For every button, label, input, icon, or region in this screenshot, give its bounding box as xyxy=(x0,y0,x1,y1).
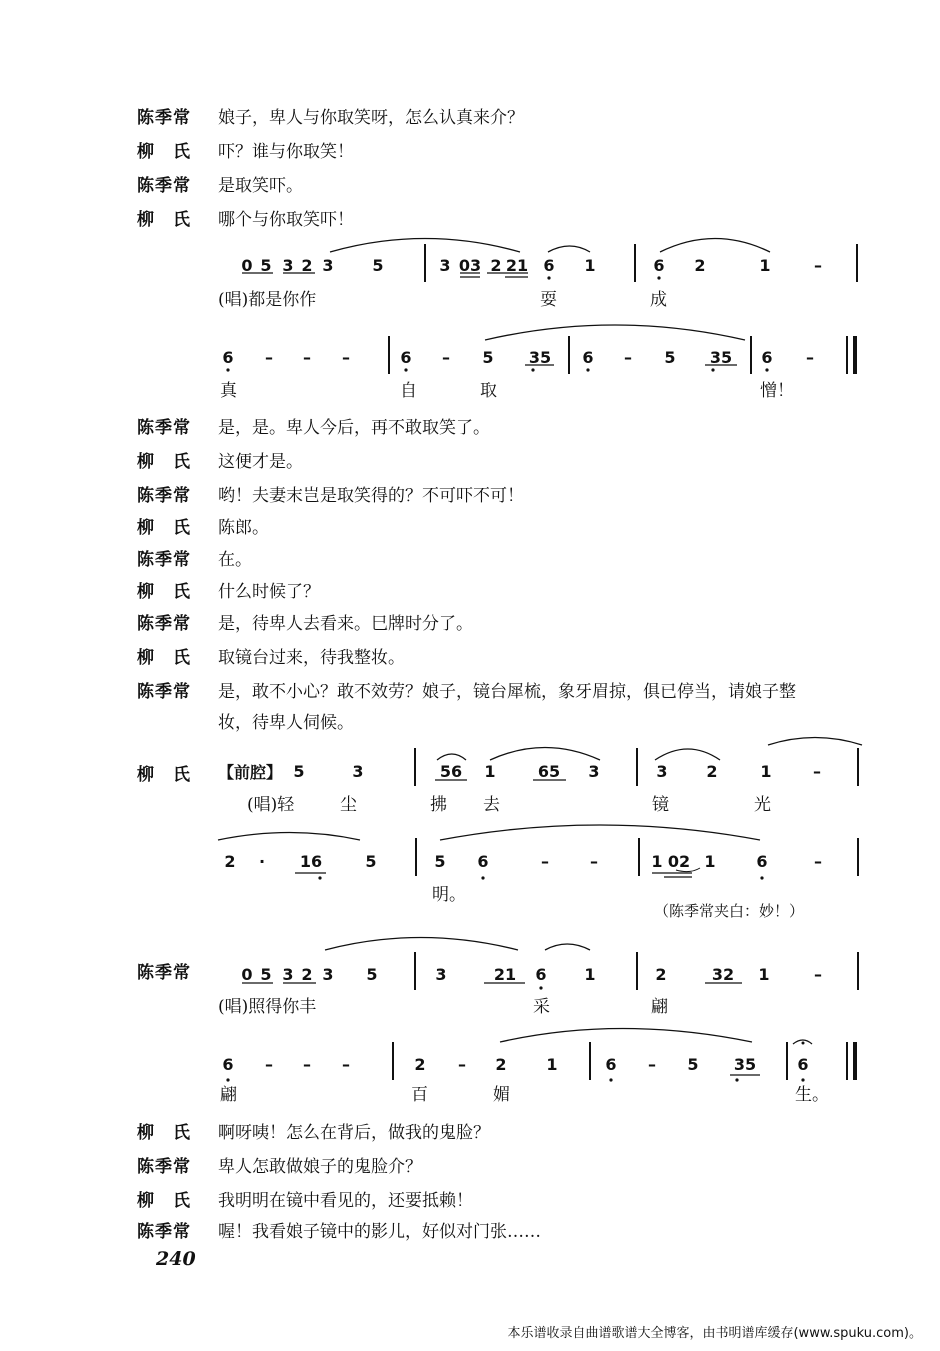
dialogue-line: 啊呀咦！怎么在背后，做我的鬼脸？ xyxy=(218,1123,490,1143)
note: 5 xyxy=(434,852,446,871)
note: 6 xyxy=(400,348,412,367)
note: 2 xyxy=(655,965,667,984)
note: 6 xyxy=(756,852,768,871)
lyric: (唱)照得你丰 xyxy=(218,997,317,1017)
dialogue-line: 我明明在镜中看见的，还要抵赖！ xyxy=(218,1191,473,1211)
bar-line xyxy=(857,952,859,990)
note: 2 xyxy=(495,1055,507,1074)
dialogue-line: 哟！夫妻末岂是取笑得的？不可吓不可！ xyxy=(218,486,524,506)
lyric: 镜 xyxy=(652,795,669,815)
note: 3 xyxy=(352,762,364,781)
speaker: 陈季常 xyxy=(137,486,191,506)
bar-line xyxy=(786,1042,788,1080)
speaker: 陈季常 xyxy=(137,418,191,438)
speaker: 柳 氏 xyxy=(137,142,191,162)
lyric: 光 xyxy=(754,795,771,815)
aside-remark: （陈季常夹白：妙！） xyxy=(654,902,805,920)
note: – xyxy=(342,348,350,367)
note: 2 xyxy=(414,1055,426,1074)
note: 35 xyxy=(709,348,733,367)
note: – xyxy=(814,852,822,871)
dialogue-line: 喔！我看娘子镜中的影儿，好似对门张…… xyxy=(218,1222,541,1242)
lyric: 自 xyxy=(400,381,417,401)
note: 21 xyxy=(493,965,517,984)
note: 2 xyxy=(301,256,313,275)
speaker: 柳 氏 xyxy=(137,452,191,472)
bar-line xyxy=(414,952,416,990)
note: – xyxy=(265,1055,273,1074)
note: 2 xyxy=(694,256,706,275)
note: 5 xyxy=(260,256,272,275)
speaker: 陈季常 xyxy=(137,108,191,128)
lyric: 翩 xyxy=(220,1085,237,1105)
note: 6 xyxy=(535,965,547,984)
note: 1 xyxy=(760,762,772,781)
dialogue-line: 在。 xyxy=(218,550,252,570)
note: – xyxy=(303,1055,311,1074)
note: 21 xyxy=(505,256,529,275)
speaker: 陈季常 xyxy=(137,614,191,634)
speaker: 陈季常 xyxy=(137,1222,191,1242)
speaker: 陈季常 xyxy=(137,963,191,983)
note: 35 xyxy=(733,1055,757,1074)
note: 5 xyxy=(664,348,676,367)
lyric: 耍 xyxy=(540,290,557,310)
note: 56 xyxy=(439,762,463,781)
note: 2 xyxy=(224,852,236,871)
bar-line xyxy=(589,1042,591,1080)
lyric: 去 xyxy=(483,795,500,815)
note: 3 xyxy=(282,256,294,275)
note: 6 xyxy=(477,852,489,871)
note: 65 xyxy=(537,762,561,781)
note: 5 xyxy=(372,256,384,275)
speaker: 柳 氏 xyxy=(137,765,191,785)
note: 5 xyxy=(365,852,377,871)
note: 6 xyxy=(605,1055,617,1074)
lyric: 拂 xyxy=(430,795,447,815)
speaker: 柳 氏 xyxy=(137,582,191,602)
dialogue-line: 是，敢不小心？敢不效劳？娘子，镜台犀梳，象牙眉掠，俱已停当，请娘子整 xyxy=(218,682,796,702)
final-bar-line xyxy=(853,1042,857,1080)
note: 2 xyxy=(490,256,502,275)
note: 3 xyxy=(282,965,294,984)
note: 3 xyxy=(439,256,451,275)
note: – xyxy=(624,348,632,367)
dialogue-line: 陈郎。 xyxy=(218,518,269,538)
note: 6 xyxy=(797,1055,809,1074)
note: 1 xyxy=(758,965,770,984)
lyric: 采 xyxy=(533,997,550,1017)
speaker: 柳 氏 xyxy=(137,1123,191,1143)
note: 3 xyxy=(322,965,334,984)
dialogue-line: 妆，待卑人伺候。 xyxy=(218,713,354,733)
note: 0 xyxy=(241,965,253,984)
note: 6 xyxy=(653,256,665,275)
note: 6 xyxy=(761,348,773,367)
lyric: 百 xyxy=(411,1085,428,1105)
dialogue-line: 卑人怎敢做娘子的鬼脸介？ xyxy=(218,1157,422,1177)
note: 35 xyxy=(528,348,552,367)
dialogue-line: 什么时候了？ xyxy=(218,582,320,602)
lyric: (唱)都是你作 xyxy=(218,290,317,310)
note: 2 xyxy=(706,762,718,781)
note: 6 xyxy=(543,256,555,275)
dialogue-line: 哪个与你取笑吓！ xyxy=(218,210,354,230)
speaker: 柳 氏 xyxy=(137,518,191,538)
note: 2 xyxy=(301,965,313,984)
note: – xyxy=(648,1055,656,1074)
speaker: 陈季常 xyxy=(137,550,191,570)
note: 6 xyxy=(222,1055,234,1074)
note: 3 xyxy=(322,256,334,275)
dialogue-line: 娘子，卑人与你取笑呀，怎么认真来介？ xyxy=(218,108,524,128)
page-number: 240 xyxy=(156,1248,196,1270)
speaker: 陈季常 xyxy=(137,176,191,196)
note: 3 xyxy=(656,762,668,781)
speaker: 柳 氏 xyxy=(137,648,191,668)
note: 1 xyxy=(584,256,596,275)
note: – xyxy=(590,852,598,871)
dialogue-line: 取镜台过来，待我整妆。 xyxy=(218,648,405,668)
note: 3 xyxy=(588,762,600,781)
note: – xyxy=(458,1055,466,1074)
lyric: 成 xyxy=(650,290,667,310)
note: – xyxy=(814,965,822,984)
note: 1 xyxy=(484,762,496,781)
note: 1 xyxy=(584,965,596,984)
dialogue-line: 这便才是。 xyxy=(218,452,303,472)
note: – xyxy=(541,852,549,871)
note: 32 xyxy=(711,965,735,984)
bar-line xyxy=(846,1042,848,1080)
note: – xyxy=(265,348,273,367)
note: 6 xyxy=(582,348,594,367)
lyric: 翩 xyxy=(651,997,668,1017)
dialogue-line: 是，是。卑人今后，再不敢取笑了。 xyxy=(218,418,490,438)
lyric: 取 xyxy=(480,381,497,401)
footer-note: 本乐谱收录自曲谱歌谱大全博客，由书明谱库缓存(www.spuku.com)。 xyxy=(507,1326,922,1341)
note: 1 xyxy=(704,852,716,871)
note: 6 xyxy=(222,348,234,367)
lyric: 憎！ xyxy=(760,381,794,401)
lyric: 生。 xyxy=(795,1085,829,1105)
bar-line xyxy=(392,1042,394,1080)
speaker: 柳 氏 xyxy=(137,1191,191,1211)
prelude-label: 【前腔】 xyxy=(218,763,283,782)
note: 5 xyxy=(366,965,378,984)
speaker: 柳 氏 xyxy=(137,210,191,230)
note: – xyxy=(806,348,814,367)
lyric: 媚 xyxy=(493,1085,510,1105)
lyric: (唱)轻 xyxy=(247,795,295,815)
note: 5 xyxy=(260,965,272,984)
bar-line xyxy=(636,952,638,990)
note: 5 xyxy=(687,1055,699,1074)
lyric: 真 xyxy=(220,381,237,401)
note: 16 xyxy=(299,852,323,871)
note: 0 xyxy=(241,256,253,275)
note: – xyxy=(442,348,450,367)
dialogue-line: 是取笑吓。 xyxy=(218,176,303,196)
note: 1 xyxy=(759,256,771,275)
dialogue-line: 吓？谁与你取笑！ xyxy=(218,142,354,162)
note: – xyxy=(814,256,822,275)
speaker: 陈季常 xyxy=(137,682,191,702)
note: 1 xyxy=(651,852,663,871)
note: · xyxy=(258,852,266,871)
dialogue-line: 是，待卑人去看来。巳牌时分了。 xyxy=(218,614,473,634)
note: 03 xyxy=(458,256,482,275)
note: 02 xyxy=(667,852,691,871)
note: – xyxy=(813,762,821,781)
note: 3 xyxy=(435,965,447,984)
note: 5 xyxy=(293,762,305,781)
note: – xyxy=(303,348,311,367)
note: – xyxy=(342,1055,350,1074)
lyric: 尘 xyxy=(340,795,357,815)
speaker: 陈季常 xyxy=(137,1157,191,1177)
note: 5 xyxy=(482,348,494,367)
note: 1 xyxy=(546,1055,558,1074)
lyric: 明。 xyxy=(432,885,466,905)
